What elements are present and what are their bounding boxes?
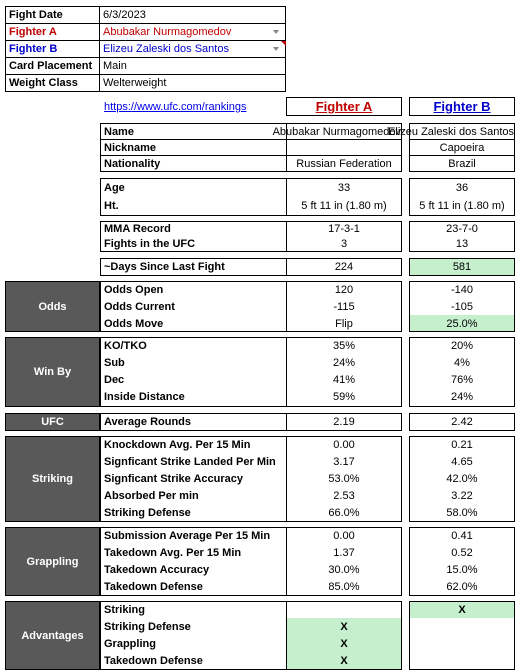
fighter-a-submission-avg: 0.00 [333,530,355,542]
fighter-b-ko-tko: 20% [450,340,474,352]
striking-defense-label: Striking Defense [104,507,191,519]
odds-section-label: Odds [5,281,100,332]
average-rounds-label: Average Rounds [104,416,192,428]
submission-avg-label: Submission Average Per 15 Min [104,530,271,542]
fighter-a-adv-grappling: X [340,638,348,650]
fighter-a-takedown-accuracy: 30.0% [328,564,360,576]
age-label: Age [104,182,125,194]
fighter-a-sig-strike-accuracy: 53.0% [328,473,360,485]
card-placement-label: Card Placement [9,60,93,72]
fighter-a-takedown-avg: 1.37 [333,547,355,559]
nationality-label: Nationality [104,158,161,170]
fighter-b-takedown-avg: 0.52 [451,547,473,559]
adv-grappling-label: Grappling [104,638,156,650]
fighter-a-odds-current: -115 [333,301,355,313]
fighter-b-knockdown-avg: 0.21 [451,439,473,451]
dec-label: Dec [104,374,125,386]
weight-class-label: Weight Class [9,77,78,89]
fighter-a-knockdown-avg: 0.00 [333,439,355,451]
fighter-b-header [409,97,515,116]
adv-striking-label: Striking [104,604,145,616]
record-label: MMA Record [104,223,171,235]
fighter-b-header-text: Fighter B [433,99,491,114]
sig-strike-landed-label: Signficant Strike Landed Per Min [104,456,276,468]
ko-tko-label: KO/TKO [104,340,147,352]
height-label: Ht. [104,200,119,212]
fight-date-value[interactable]: 6/3/2023 [103,9,146,21]
fighter-b-absorbed: 3.22 [451,490,473,502]
fighter-a-inside-distance: 59% [332,391,356,403]
chevron-down-icon[interactable] [273,30,279,34]
card-placement-value[interactable]: Main [103,60,127,72]
weight-class-value[interactable]: Welterweight [103,77,167,89]
advantages-section-label: Advantages [5,601,100,670]
grappling-section-label: Grappling [5,527,100,596]
adv-takedown-defense-label: Takedown Defense [104,655,203,667]
nickname-label: Nickname [104,142,156,154]
fighter-b-takedown-defense: 62.0% [446,581,478,593]
fighter-a-odds-open: 120 [334,284,354,296]
fighter-a-striking-defense: 66.0% [328,507,360,519]
fighter-a-sub: 24% [332,357,356,369]
fighter-b-dec: 76% [450,374,474,386]
fighter-a-height: 5 ft 11 in (1.80 m) [301,200,387,212]
sub-label: Sub [104,357,125,369]
fighter-a-adv-striking-defense: X [340,621,348,633]
fighter-a-header-text: Fighter A [315,99,373,114]
fighter-b-takedown-accuracy: 15.0% [446,564,478,576]
odds-current-label: Odds Current [104,301,175,313]
takedown-defense-label: Takedown Defense [104,581,203,593]
fighter-b-average-rounds: 2.42 [451,416,473,428]
fighter-a-header [286,97,402,116]
fighter-a-odds-move: Flip [335,318,353,330]
fighter-b-days: 581 [452,261,472,273]
fighter-b-sig-strike-accuracy: 42.0% [446,473,478,485]
sig-strike-accuracy-label: Signficant Strike Accuracy [104,473,243,485]
fighter-a-days: 224 [334,261,354,273]
name-label: Name [104,126,134,138]
takedown-accuracy-label: Takedown Accuracy [104,564,210,576]
fighter-b-height: 5 ft 11 in (1.80 m) [419,200,505,212]
fighter-a-adv-takedown-defense: X [340,655,348,667]
fighter-b-label: Fighter B [9,43,58,55]
fighter-b-select[interactable]: Elizeu Zaleski dos Santos [103,43,229,55]
inside-distance-label: Inside Distance [104,391,185,403]
odds-open-label: Odds Open [104,284,164,296]
chevron-down-icon[interactable] [273,47,279,51]
fight-date-label: Fight Date [9,9,63,21]
fighter-b-record: 23-7-0 [446,223,478,235]
fighter-b-nickname: Capoeira [439,142,485,154]
fighter-a-select[interactable]: Abubakar Nurmagomedov [103,26,232,38]
fighter-a-sig-strike-landed: 3.17 [333,456,355,468]
fighter-a-absorbed: 2.53 [333,490,355,502]
comment-marker-icon [281,41,286,46]
takedown-avg-label: Takedown Avg. Per 15 Min [104,547,242,559]
win-by-section-label: Win By [5,337,100,407]
ufc-section-label: UFC [5,413,100,431]
fighter-b-age: 36 [455,182,469,194]
rankings-link[interactable]: https://www.ufc.com/rankings [104,101,247,113]
fighter-b-odds-open: -140 [450,284,474,296]
fighter-a-dec: 41% [332,374,356,386]
fighter-b-submission-avg: 0.41 [451,530,473,542]
fighter-b-name: Elizeu Zaleski dos Santos [388,126,514,138]
fighter-b-nationality: Brazil [448,158,476,170]
fighter-b-striking-defense: 58.0% [446,507,478,519]
fighter-a-ko-tko: 35% [332,340,356,352]
fighter-a-name: Abubakar Nurmagomedov [272,126,401,138]
ufc-fights-label: Fights in the UFC [104,238,196,250]
fighter-b-odds-current: -105 [450,301,474,313]
fighter-a-nationality: Russian Federation [296,158,392,170]
fighter-b-inside-distance: 24% [450,391,474,403]
odds-move-label: Odds Move [104,318,164,330]
fighter-b-odds-move: 25.0% [446,318,478,330]
fighter-b-sig-strike-landed: 4.65 [451,456,473,468]
days-label: ~Days Since Last Fight [104,261,225,273]
fighter-a-ufc-fights: 3 [340,238,348,250]
adv-striking-defense-label: Striking Defense [104,621,191,633]
fighter-a-age: 33 [337,182,351,194]
fighter-a-record: 17-3-1 [328,223,360,235]
fighter-a-label: Fighter A [9,26,57,38]
fighter-b-ufc-fights: 13 [455,238,469,250]
fighter-b-adv-striking: X [458,604,466,616]
fighter-a-takedown-defense: 85.0% [328,581,360,593]
striking-section-label: Striking [5,436,100,522]
knockdown-avg-label: Knockdown Avg. Per 15 Min [104,439,251,451]
fighter-a-average-rounds: 2.19 [333,416,355,428]
absorbed-label: Absorbed Per min [104,490,199,502]
fighter-b-sub: 4% [454,357,470,369]
